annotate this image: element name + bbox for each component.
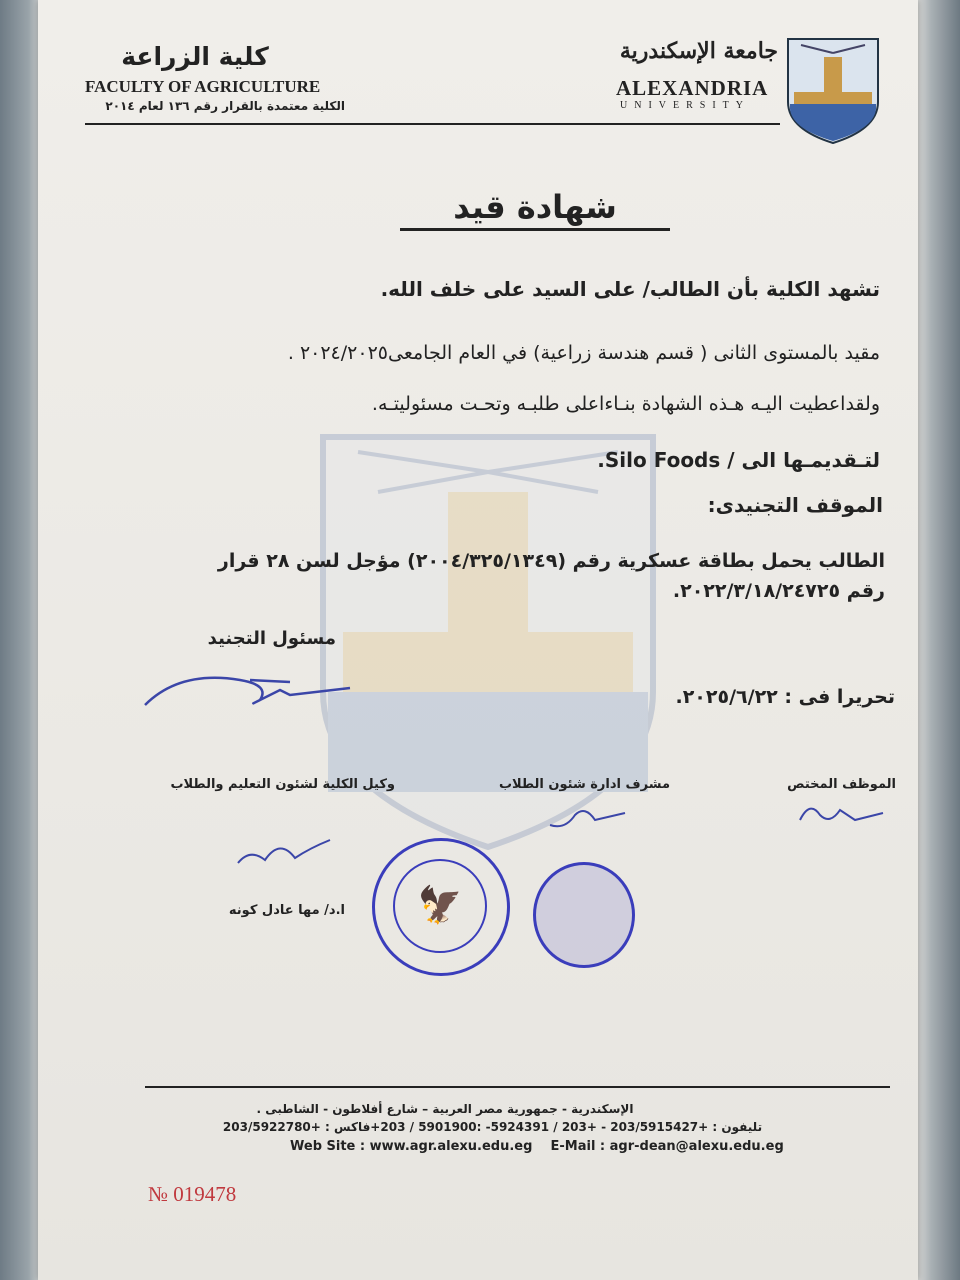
university-name-ar: جامعة الإسكندرية	[619, 38, 778, 64]
recruitment-officer-label: مسئول التجنيد	[207, 628, 336, 649]
university-subtitle: UNIVERSITY	[620, 100, 750, 111]
employee-signature-icon	[795, 795, 890, 830]
faculty-stamp-icon	[533, 862, 635, 968]
employee-label: الموظف المختص	[787, 777, 896, 792]
student-line: تشهد الكلية بأن الطالب/ على السيد على خلف الله.	[380, 277, 880, 301]
military-status-heading: الموقف التجنيدى:	[707, 493, 883, 517]
enrollment-line: مقيد بالمستوى الثانى ( قسم هندسة زراعية) في العام الجامعى٢٠٢٤/٢٠٢٥ .	[287, 342, 880, 364]
alexandria-university-logo-icon	[786, 37, 880, 145]
faculty-name-en: FACULTY OF AGRICULTURE	[85, 77, 321, 96]
footer-address: الإسكندرية - جمهورية مصر العربية – شارع أفلاطون - الشاطبى .	[256, 1102, 634, 1116]
vice-dean-signature-icon	[230, 828, 340, 873]
addressee-line: لتـقديمـها الى / Silo Foods.	[597, 448, 880, 472]
footer-phones: تليفون : +203/5915427 - +203 / 5924391- :5901900 / 203+فاكس : +203/5922780	[222, 1120, 763, 1134]
certificate-title: شهادة قيد	[400, 188, 670, 231]
supervisor-label: مشرف ادارة شئون الطلاب	[498, 777, 670, 792]
recruitment-signature-icon	[140, 660, 360, 715]
serial-number: № 019478	[148, 1182, 237, 1206]
issue-date: تحريرا فى : ٢٠٢٥/٦/٢٢.	[675, 686, 895, 708]
military-status-line: الطالب يحمل بطاقة عسكرية رقم (٢٠٠٤/٣٢٥/١٣٤٩) مؤجل لسن ٢٨ قرار	[217, 550, 885, 572]
vice-dean-label: وكيل الكلية لشئون التعليم والطلاب	[170, 777, 395, 792]
footer-divider	[145, 1086, 890, 1088]
accreditation-text: الكلية معتمدة بالقرار رقم ١٣٦ لعام ٢٠١٤	[105, 99, 345, 113]
vice-dean-name: ا.د/ مها عادل كونه	[228, 903, 345, 918]
footer-web-email: Web Site : www.agr.alexu.edu.eg E-Mail : agr-dean@alexu.edu.eg	[290, 1139, 784, 1154]
supervisor-signature-icon	[545, 795, 635, 835]
official-eagle-stamp-icon: 🦅	[372, 838, 510, 976]
faculty-name-ar: كلية الزراعة	[121, 42, 269, 71]
request-line: ولقداعطيت اليـه هـذه الشهادة بنـاءاعلى طلبـه وتحـت مسئوليتـه.	[371, 393, 880, 415]
header-divider	[85, 123, 780, 125]
military-decision-line: رقم ٢٠٢٢/٣/١٨/٢٤٧٢٥.	[672, 580, 885, 602]
university-name-en: ALEXANDRIA	[616, 76, 769, 100]
